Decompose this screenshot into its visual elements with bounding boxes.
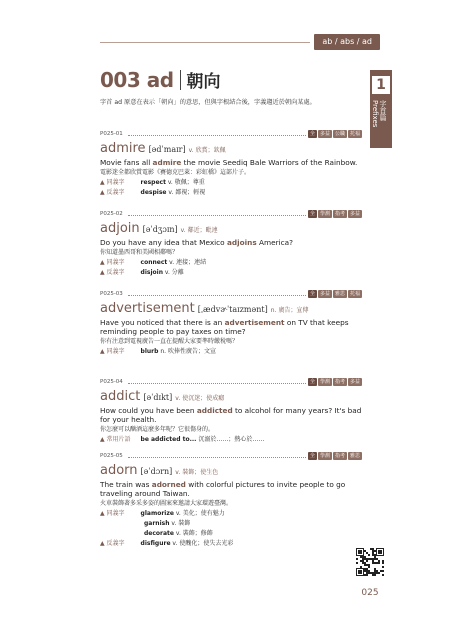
example-text: on TV that keeps reminding people to pay taxes on time? [100,318,349,336]
audio-track-number[interactable]: P025-02 [100,211,123,217]
entry-header [100,290,362,300]
vocab-entry [100,378,362,445]
related-word-gloss: n. 吹捧性廣告；文宣 [158,348,216,355]
relation-kind: 常用片語 [106,436,131,443]
headword-line [100,221,362,237]
example-chinese: 你有注意到電視廣告一直在提醒大家要準時繳稅嗎？ [100,338,239,345]
example-text: the movie Seediq Bale Warriors of the Rainbow. [181,158,358,167]
level-badges [308,290,362,298]
phonetic: [ˌædvɚˈtaɪzmənt] [197,305,268,314]
related-word-gloss: v. 連接；連結 [167,259,207,266]
bullet-icon: ▲ [100,189,105,196]
phonetic: [əˈdʒɔɪn] [142,225,178,234]
relation-kind: 同義字 [106,510,125,517]
level-badge: 指考 [334,211,345,217]
part-of-speech: v. [180,227,186,234]
related-word-term: be addicted to... [140,436,197,443]
related-word [100,188,362,198]
relation-kind: 同義字 [106,348,125,355]
entry-header [100,210,362,220]
example-keyword: adjoins [226,238,257,247]
part-of-speech: v. [175,395,181,402]
headword-line [100,301,362,317]
bullet-icon: ▲ [100,259,105,266]
related-word-term: respect [140,179,166,186]
bullet-icon: ▲ [100,436,105,443]
definition: 欣賞；欽佩 [195,147,226,154]
entry-header [100,130,362,140]
audio-track-number[interactable]: P025-03 [100,291,123,297]
relation-kind: 反義字 [106,540,125,547]
entry-divider [128,295,306,296]
example-text: with colorful pictures to invite people to go traveling around Taiwan. [100,480,346,498]
example-keyword: adorned [151,480,186,489]
section-intro: 字首 ad 原意在表示「朝向」的意思，但與字根結合後，字義趨近於朝向某處。 [100,99,316,106]
vocab-entry [100,452,362,549]
related-word-term: decorate [144,530,174,537]
level-badge: 多益 [349,379,360,385]
bullet-icon: ▲ [100,269,105,276]
definition: 鄰近；毗連 [187,227,218,234]
related-word-term: disfigure [140,540,171,547]
level-badge: 學測 [319,379,330,385]
level-badge: 全 [309,291,315,297]
headword-line [100,463,362,479]
related-word-term: blurb [140,348,159,355]
related-word [100,268,362,278]
definition: 廣告；宣傳 [278,307,309,314]
related-word-term: despise [140,189,167,196]
headword-line [100,141,362,157]
section-title [100,66,221,96]
example-text: Have you noticed that there is an [100,318,225,327]
related-word-gloss: v. 使醜化；使失去光彩 [170,540,234,547]
example-text: America? [256,238,293,247]
related-word-gloss: v. 裝飾 [169,520,191,527]
example-chinese: 你怎麼可以酗酒這麼多年呢？它很傷身的。 [100,426,215,433]
audio-track-number[interactable]: P025-05 [100,453,123,459]
part-of-speech: v. [175,469,181,476]
example-chinese: 電影迷全都欣賞電影《賽德克巴萊：彩虹橋》這部片子。 [100,169,251,176]
level-badge: 全 [309,379,315,385]
level-badge: 全 [309,211,315,217]
related-word-term: connect [140,259,168,266]
level-badge: 公職 [334,131,345,137]
part-of-speech: n. [270,307,277,314]
related-word-gloss: v. 鄙視；輕視 [166,189,206,196]
qr-code-icon[interactable] [356,548,384,576]
part-of-speech: v. [188,147,194,154]
related-word [100,258,362,268]
related-word [100,509,362,519]
example-text: Do you have any idea that Mexico [100,238,227,247]
level-badges [308,210,362,218]
example-english [100,480,362,498]
definition: 使沉迷；使成癮 [182,395,225,402]
section-code: 003 ad [100,68,174,92]
level-badges [308,378,362,386]
level-badges [308,130,362,138]
bullet-icon: ▲ [100,179,105,186]
related-word-gloss: v. 敬佩；尊重 [165,179,205,186]
level-badge: 全 [309,131,315,137]
headword: admire [100,141,146,156]
entry-divider [128,135,306,136]
level-badge: 學測 [319,453,330,459]
entry-divider [128,457,306,458]
page-number: 025 [361,588,379,598]
headword: advertisement [100,301,195,316]
related-word-gloss: v. 美化；使有魅力 [173,510,225,517]
audio-track-number[interactable]: P025-01 [100,131,123,137]
bullet-icon: ▲ [100,348,105,355]
level-badge: 托福 [349,291,360,297]
related-word-gloss: v. 裝飾；修飾 [174,530,213,537]
running-head-tag: ab / abs / ad [314,34,380,50]
relation-kind: 反義字 [106,269,125,276]
level-badge: 學測 [319,211,330,217]
vocab-entry [100,210,362,278]
related-word-term: garnish [144,520,170,527]
related-word-term: glamorize [140,510,174,517]
example-english [100,158,362,167]
level-badge: 雅思 [349,453,360,459]
chapter-side-tab [370,70,392,148]
example-text: to alcohol for many years? It's bad for your health. [100,406,362,424]
headword: adjoin [100,221,140,236]
example-english [100,406,362,424]
example-chinese: 你知道墨西哥和美國相鄰嗎？ [100,249,179,256]
chapter-number: 1 [370,74,392,96]
running-head [100,34,380,50]
entry-header [100,378,362,388]
example-text: Movie fans all [100,158,153,167]
related-word [100,178,362,188]
related-word [100,539,362,549]
example-keyword: advertisement [224,318,285,327]
relation-kind: 同義字 [106,179,125,186]
related-word-gloss: v. 分離 [162,269,184,276]
phonetic: [əˈdɔrn] [140,467,173,476]
related-word [100,347,362,357]
related-word [100,529,362,539]
audio-track-number[interactable]: P025-04 [100,379,123,385]
example-english [100,318,362,336]
level-badge: 全 [309,453,315,459]
vocab-entry [100,290,362,357]
running-head-rule [100,42,310,43]
bullet-icon: ▲ [100,540,105,547]
level-badge: 雅思 [334,291,345,297]
phonetic: [əˈdɪkt] [143,393,173,402]
related-word-gloss: 沉溺於……；熱心於…… [196,436,265,443]
level-badge: 多益 [319,291,330,297]
chapter-label: 字首篇 Prefixes [371,100,387,128]
level-badges [308,452,362,460]
related-word-term: disjoin [140,269,163,276]
vocab-entry [100,130,362,198]
entry-divider [128,215,306,216]
relation-kind: 反義字 [106,189,125,196]
bullet-icon: ▲ [100,510,105,517]
example-text: How could you have been [100,406,197,415]
definition: 裝飾；使生色 [182,469,219,476]
related-word [100,435,362,445]
section-meaning: 朝向 [186,72,221,92]
level-badge: 多益 [319,131,330,137]
example-english [100,238,362,247]
headword-line [100,389,362,405]
phonetic: [ədˈmaɪr] [148,145,186,154]
headword: adorn [100,463,138,478]
example-chinese: 火車裝飾著多采多姿的圖案來邀請大家環遊臺灣。 [100,500,233,507]
example-keyword: addicted [196,406,233,415]
relation-kind: 同義字 [106,259,125,266]
entry-divider [128,383,306,384]
entry-header [100,452,362,462]
example-text: The train was [100,480,152,489]
level-badge: 托福 [349,131,360,137]
example-keyword: admire [152,158,182,167]
related-word [100,519,362,529]
title-divider [180,70,181,90]
headword: addict [100,389,141,404]
level-badge: 指考 [334,453,345,459]
level-badge: 指考 [334,379,345,385]
level-badge: 多益 [349,211,360,217]
